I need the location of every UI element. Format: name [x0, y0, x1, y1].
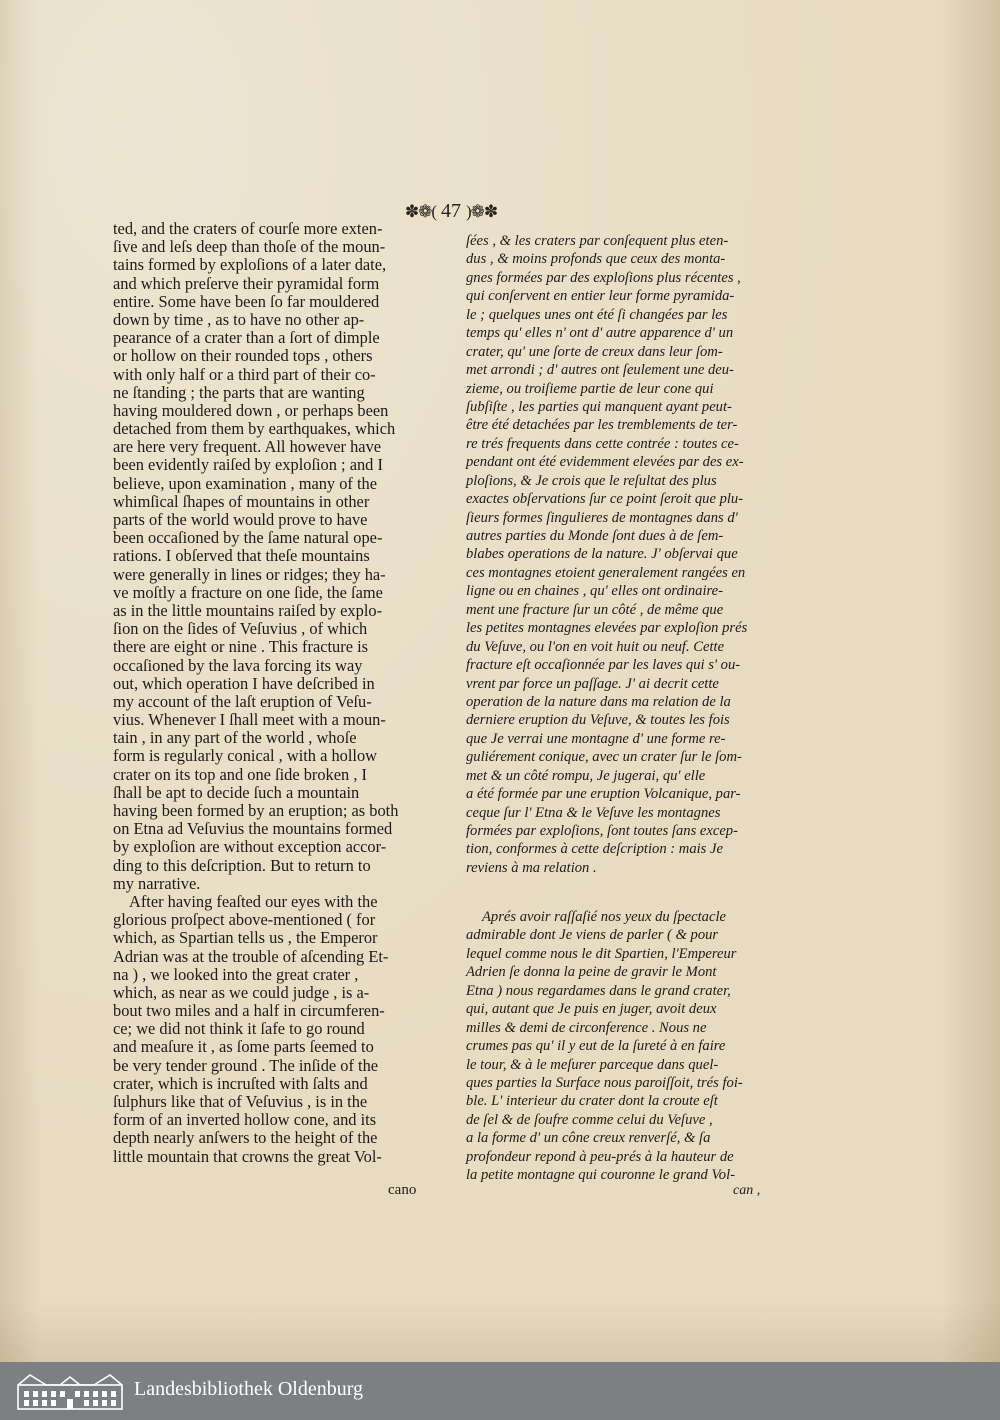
text-line: re trés frequents dans cette contrée : toutes ce- [466, 435, 739, 452]
fleuron-right-icon: )❁✽ [466, 202, 498, 221]
text-line: operation de la nature dans ma relation de la [466, 693, 731, 710]
text-line: Aprés avoir raſſaſié nos yeux du ſpectacle [482, 909, 726, 925]
text-line: guliérement conique, avec un crater ſur le ſom- [466, 749, 742, 766]
text-line: vius. Whenever I ſhall meet with a moun- [113, 710, 386, 730]
text-line: ment une fracture ſur un côté , de même que [466, 601, 724, 618]
text-line: profondeur repond à peu-prés à la hauteur de [466, 1148, 734, 1165]
text-line: les petites montagnes elevées par exploſion prés [466, 620, 748, 637]
text-line: form is regularly conical , with a hollow [113, 746, 378, 766]
library-footer-bar [0, 1362, 1000, 1420]
text-line: a la forme d' un cône creux renverſé, & ſa [466, 1130, 711, 1147]
text-line: rations. I obſerved that theſe mountains [113, 546, 370, 566]
text-line: been occaſioned by the ſame natural ope- [113, 528, 383, 548]
text-line: on Etna ad Veſuvius the mountains formed [113, 819, 393, 839]
text-line: pendant ont été evidemment elevées par des ex- [466, 454, 744, 471]
text-line: pearance of a crater than a ſort of dimple [113, 328, 380, 348]
text-line: exactes obſervations ſur ce point ſeroit que plu- [466, 491, 744, 508]
text-line: detached from them by earthquakes, which [113, 419, 396, 439]
text-line: ble. L' interieur du crater dont la croute eſt [466, 1093, 718, 1110]
text-line: with only half or a third part of their co- [113, 364, 376, 384]
library-building-icon [16, 1371, 124, 1416]
text-line: le tour, & à le meſurer parceque dans quel- [466, 1056, 719, 1073]
text-line: que Je verrai une montagne d' une forme re- [466, 730, 726, 747]
text-line: occaſioned by the lava forcing its way [113, 655, 363, 675]
text-line: ploſions, & Je crois que le reſultat des plus [466, 472, 717, 489]
text-line: ve moſtly a fracture on one ſide, the ſame [113, 582, 383, 602]
text-line: whimſical ſhapes of mountains in other [113, 491, 370, 511]
text-line: ce; we did not think it ſafe to go round [113, 1019, 365, 1039]
text-line: parts of the world would prove to have [113, 510, 368, 529]
text-line: ſubſiſte , les parties qui manquent ayant peut- [466, 398, 732, 415]
text-line: tain , in any part of the world , whoſe [113, 728, 357, 748]
text-line: After having feaſted our eyes with the [129, 891, 378, 911]
text-line: having been formed by an eruption; as both [113, 801, 399, 820]
text-line: Adrien ſe donna la peine de gravir le Mont [466, 964, 717, 981]
text-line: down by time , as to have no other ap- [113, 309, 365, 329]
text-line: a été formée par une eruption Volcanique, par- [466, 786, 741, 803]
text-line: met arrondi ; d' autres ont ſeulement une deu- [466, 362, 734, 379]
text-line: fracture eſt occaſionnée par les laves qui s' ou- [466, 657, 741, 674]
text-line: qui conſervent en entier leur forme pyramida- [466, 288, 735, 305]
english-catchword: cano [388, 1182, 417, 1198]
text-line: blabes operations de la nature. J' obſervai que [466, 546, 738, 563]
text-line: as in the little mountains raiſed by explo- [113, 600, 383, 620]
text-line: and which preſerve their pyramidal form [113, 273, 380, 293]
text-line: gnes formées par des exploſions plus récentes , [466, 269, 741, 286]
text-line: which, as Spartian tells us , the Emperor [113, 928, 378, 948]
text-line: ceque ſur l' Etna & le Veſuve les montagnes [466, 804, 721, 821]
text-line: there are eight or nine . This fracture is [113, 637, 369, 657]
text-line: admirable dont Je viens de parler ( & pour [466, 927, 719, 944]
text-line: which, as near as we could judge , is a- [113, 982, 370, 1002]
text-line: tains formed by exploſions of a later date, [113, 255, 387, 275]
text-line: ſion on the ſides of Veſuvius , of which [113, 619, 368, 639]
text-line: bout two miles and a half in circumferen- [113, 1001, 385, 1021]
text-line: ſées , & les craters par conſequent plus eten- [466, 233, 729, 249]
text-line: entire. Some have been ſo far mouldered [113, 291, 380, 311]
text-line: and meaſure it , as ſome parts ſeemed to [113, 1037, 374, 1057]
text-line: by exploſion are without exception accor- [113, 837, 387, 857]
text-line: la petite montagne qui couronne le grand Vol- [466, 1167, 735, 1184]
french-text-column-upper [466, 232, 786, 877]
text-line: être été detachées par les tremblements de ter- [466, 417, 738, 434]
french-catchword: can , [733, 1183, 761, 1198]
text-line: believe, upon examination , many of the [113, 473, 377, 493]
text-line: ſulphurs like that of Veſuvius , is in the [113, 1092, 368, 1111]
text-line: crumes pas qu' il y eut de la ſureté à en faire [466, 1038, 726, 1055]
text-line: are here very frequent. All however have [113, 437, 382, 457]
text-line: zieme, ou troiſieme partie de leur cone qui [466, 380, 714, 397]
text-line: crater, qu' une ſorte de creux dans leur ſom- [466, 343, 723, 360]
text-line: form of an inverted hollow cone, and its [113, 1110, 377, 1130]
text-line: or hollow on their rounded tops , others [113, 346, 373, 366]
english-text-column [113, 220, 433, 1166]
page-number: 47 [441, 200, 461, 222]
text-line: de ſel & de ſoufre comme celui du Veſuve , [466, 1111, 713, 1128]
text-line: crater on its top and one ſide broken , I [113, 764, 367, 784]
text-line: out, which operation I have deſcribed in [113, 673, 375, 693]
text-line: little mountain that crowns the great Vol- [113, 1146, 382, 1166]
text-line: be very tender ground . The inſide of the [113, 1055, 379, 1075]
text-line: met & un côté rompu, Je jugerai, qu' elle [466, 767, 706, 784]
text-line: vrent par force un paſſage. J' ai decrit cette [466, 675, 719, 692]
text-line: glorious proſpect above-mentioned ( for [113, 910, 376, 930]
text-line: qui, autant que Je puis en juger, avoit deux [466, 1001, 717, 1018]
text-line: ces montagnes etoient generalement rangées en [466, 564, 746, 581]
text-line: ding to this deſcription. But to return to [113, 855, 371, 875]
text-line: na ) , we looked into the great crater , [113, 964, 359, 984]
fleuron-left-icon: ✽❁( [404, 202, 436, 221]
text-line: autres parties du Monde ſont dues à de ſem- [466, 528, 724, 544]
text-line: du Veſuve, ou l'on en voit huit ou neuf. Cette [466, 638, 725, 655]
text-line: Adrian was at the trouble of aſcending Et- [113, 946, 389, 966]
text-line: having mouldered down , or perhaps been [113, 400, 389, 420]
text-line: derniere eruption du Veſuve, & toutes les fois [466, 712, 730, 729]
text-line: formées par exploſions, ſont toutes ſans excep- [466, 823, 738, 839]
text-line: ſieurs formes ſingulieres de montagnes dans d' [466, 509, 738, 526]
text-line: tion, conformes à cette deſcription : mais Je [466, 841, 723, 858]
text-line: ſhall be apt to decide ſuch a mountain [113, 782, 360, 802]
text-line: temps qu' elles n' ont d' autre apparence d' un [466, 325, 734, 342]
french-text-column-lower [466, 908, 786, 1185]
text-line: Etna ) nous regardames dans le grand crater, [466, 982, 731, 999]
text-line: my narrative. [113, 873, 201, 893]
text-line: lequel comme nous le dit Spartien, l'Empereur [466, 945, 737, 962]
text-line: ligne ou en chaines , qu' elles ont ordinaire- [466, 583, 723, 600]
text-line: dus , & moins profonds que ceux des monta- [466, 251, 726, 268]
text-line: milles & demi de circonference . Nous ne [466, 1019, 707, 1036]
text-line: depth nearly anſwers to the height of the [113, 1128, 378, 1148]
text-line: crater, which is incruſted with ſalts and [113, 1073, 368, 1093]
text-line: been evidently raiſed by exploſion ; and I [113, 455, 383, 475]
text-line: le ; quelques unes ont été ſi changées par les [466, 306, 728, 323]
text-line: my account of the laſt eruption of Veſu- [113, 691, 372, 711]
text-line: ſive and leſs deep than thoſe of the moun- [113, 237, 386, 257]
text-line: ne ſtanding ; the parts that are wanting [113, 382, 365, 402]
library-name: Landesbibliothek Oldenburg [134, 1378, 364, 1400]
text-line: reviens à ma relation . [466, 859, 597, 876]
text-line: ques parties la Surface nous paroiſſoit, trés foi- [466, 1074, 743, 1091]
text-line: ted, and the craters of courſe more exten- [113, 219, 383, 238]
text-line: were generally in lines or ridges; they ha- [113, 564, 386, 584]
